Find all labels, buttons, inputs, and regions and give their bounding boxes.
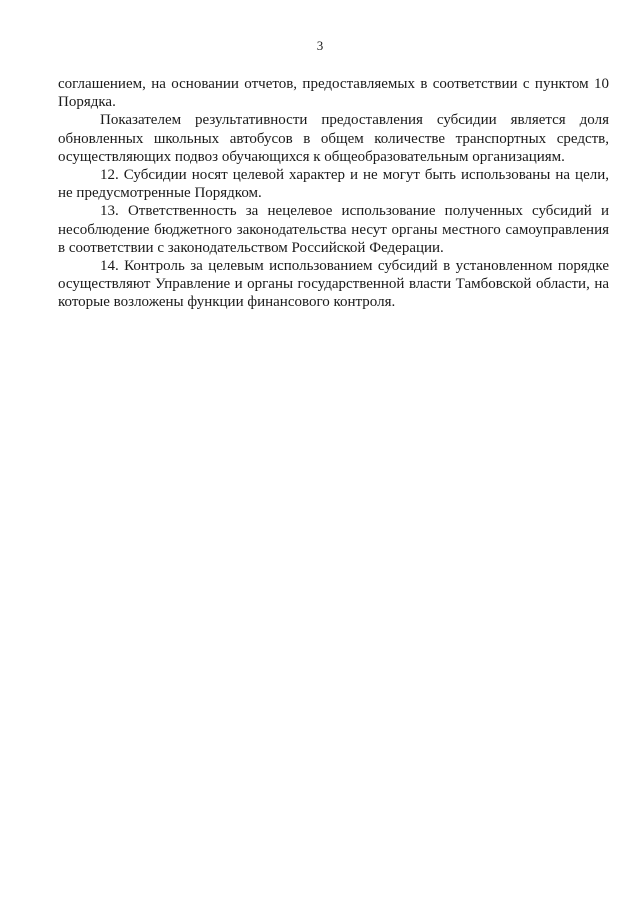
- page-number: 3: [316, 38, 324, 53]
- paragraph-continuation: соглашением, на основании отчетов, предоставляемых в соответствии с пунктом 10 Порядка.: [58, 76, 609, 111]
- paragraph-13: 13. Ответственность за нецелевое использование полученных субсидий и несоблюдение бюджетного законодательства несут органы местного самоуправления в соответствии с законодательством Российской Федерации.: [58, 203, 609, 256]
- paragraph-14: 14. Контроль за целевым использованием субсидий в установленном порядке осуществляют Управление и органы государственной власти Тамбовской области, на которые возложены функции финансового контроля.: [58, 258, 609, 311]
- paragraph-12: 12. Субсидии носят целевой характер и не могут быть использованы на цели, не предусмотренные Порядком.: [58, 167, 609, 202]
- document-body: [58, 75, 609, 312]
- paragraph-performance-indicator: Показателем результативности предоставления субсидии является доля обновленных школьных автобусов в общем количестве транспортных средств, осуществляющих подвоз обучающихся к общеобразовательным организациям.: [58, 112, 609, 165]
